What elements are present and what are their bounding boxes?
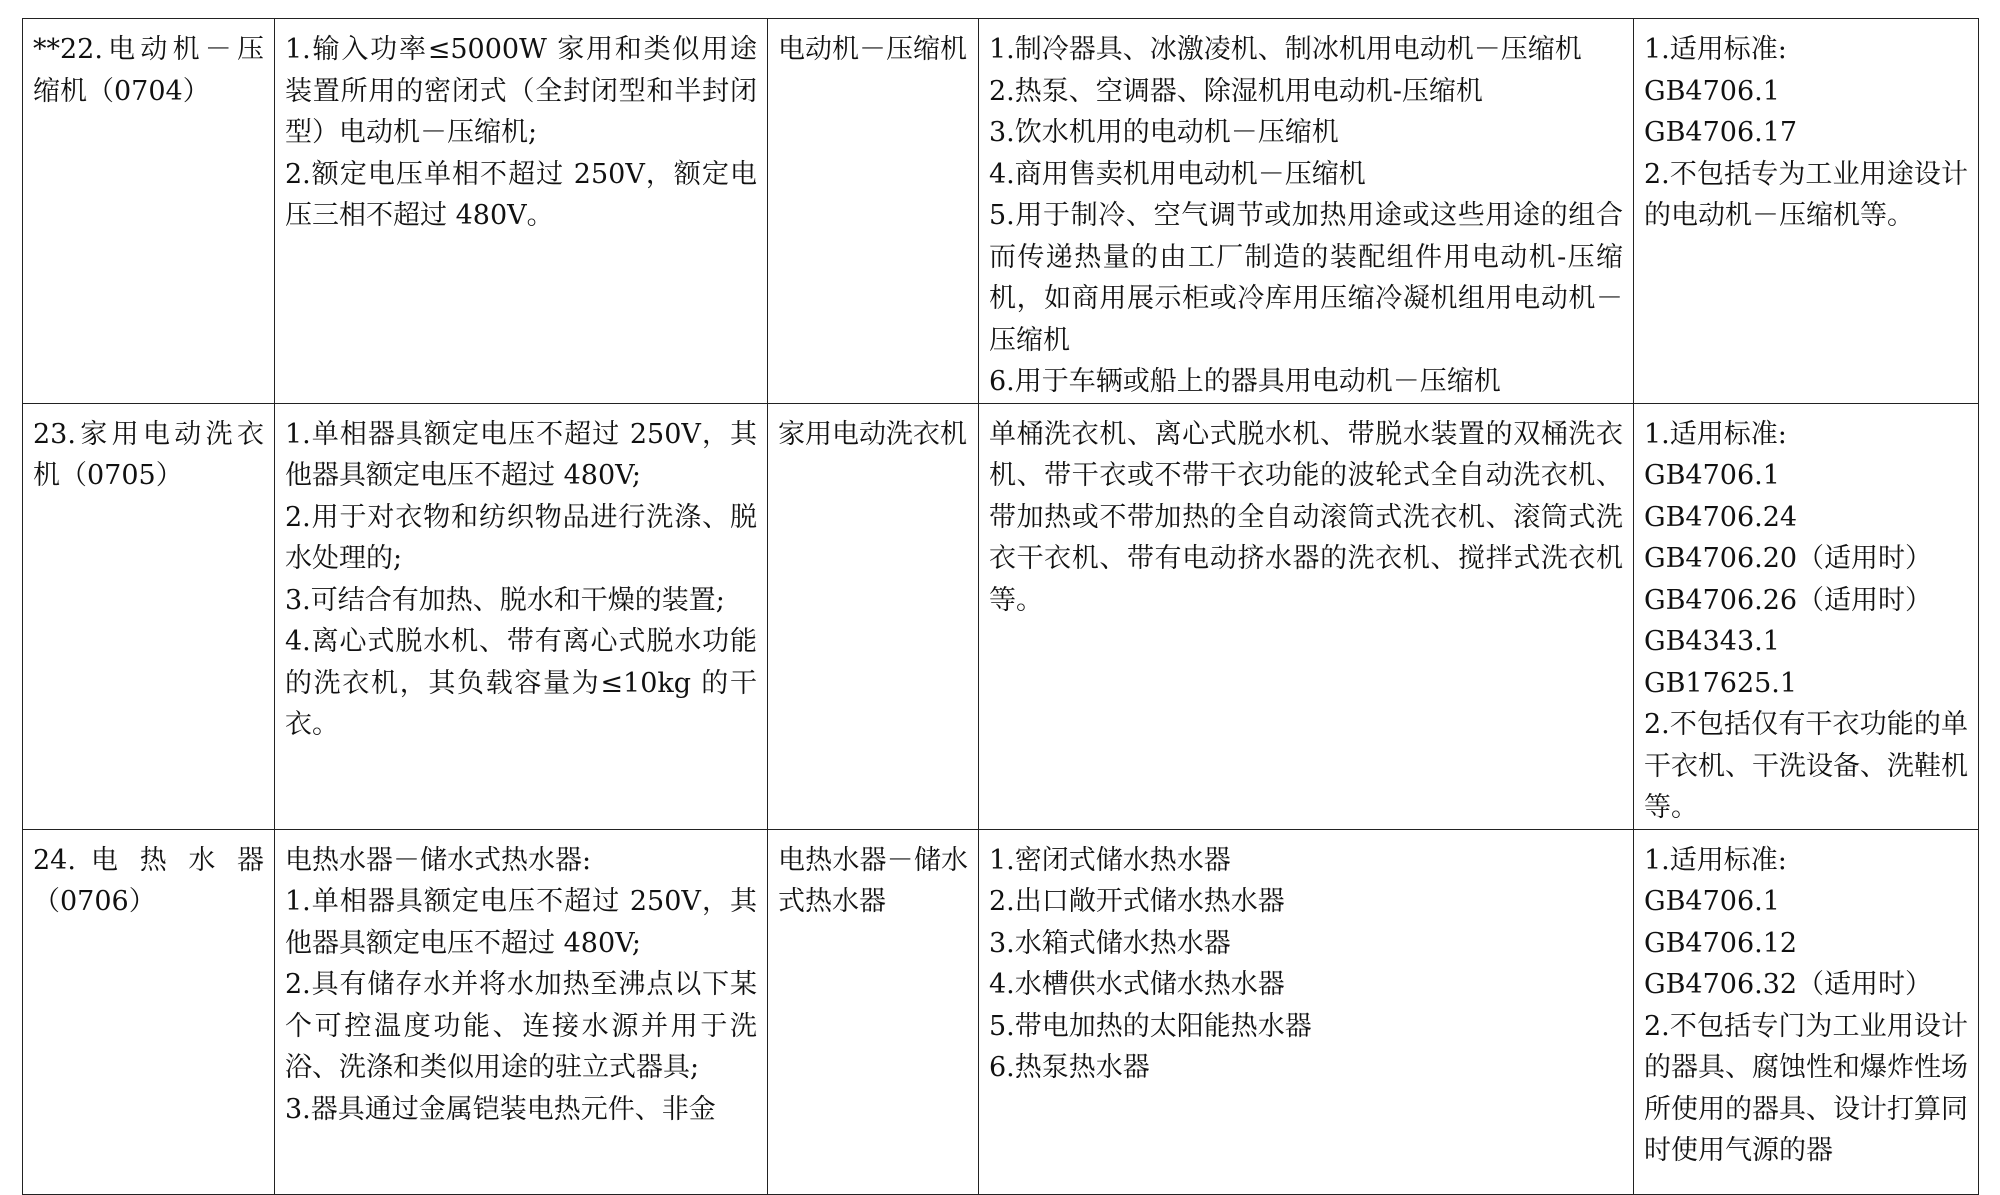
remarks-cell (1634, 19, 1979, 404)
scope-line: 1.单相器具额定电压不超过 250V，其他器具额定电压不超过 480V; (285, 886, 757, 959)
example-line: 3.水箱式储水热水器 (989, 927, 1231, 959)
remark-line: 2.不包括专为工业用途设计的电动机－压缩机等。 (1644, 158, 1968, 231)
example-line: 5.用于制冷、空气调节或加热用途或这些用途的组合而传递热量的由工厂制造的装配组件用电动机-压缩机，如商用展示柜或冷库用压缩冷凝机组用电动机－压缩机 (989, 200, 1623, 356)
example-line: 6.用于车辆或船上的器具用电动机－压缩机 (989, 366, 1501, 397)
scope-cell (275, 829, 768, 1194)
scope-cell (275, 403, 768, 829)
table-row (23, 403, 1979, 829)
scope-line: 4.离心式脱水机、带有离心式脱水功能的洗衣机，其负载容量为≤10kg 的干衣。 (285, 626, 757, 740)
category-name-cell (23, 403, 275, 829)
product-name-cell (768, 19, 979, 404)
remark-line: 2.不包括仅有干衣功能的单干衣机、干洗设备、洗鞋机等。 (1644, 709, 1968, 823)
example-line: 5.带电加热的太阳能热水器 (989, 1010, 1312, 1042)
example-line: 1.密闭式储水热水器 (989, 844, 1231, 876)
remark-line: GB4706.1 (1644, 75, 1780, 107)
example-line: 4.水槽供水式储水热水器 (989, 969, 1285, 1000)
examples-cell (979, 829, 1634, 1194)
product-category-table (22, 18, 1979, 1195)
scope-cell (275, 19, 768, 404)
scope-line: 2.具有储存水并将水加热至沸点以下某个可控温度功能、连接水源并用于洗浴、洗涤和类似用途的驻立式器具; (285, 969, 757, 1083)
remark-line: GB4706.20（适用时） (1644, 543, 1933, 574)
remark-line: GB4706.24 (1644, 501, 1798, 533)
example-line: 3.饮水机用的电动机－压缩机 (989, 117, 1339, 148)
remark-line: 1.适用标准: (1644, 34, 1787, 65)
remark-line: GB4706.1 (1644, 460, 1780, 491)
examples-cell (979, 19, 1634, 404)
example-line: 6.热泵热水器 (989, 1052, 1150, 1083)
category-name: 23.家用电动洗衣机（0705） (33, 418, 264, 491)
table-row (23, 19, 1979, 404)
remarks-cell (1634, 829, 1979, 1194)
remark-line: GB4706.17 (1644, 117, 1798, 148)
category-name: 24. 电 热 水 器（0706） (33, 844, 264, 917)
remark-line: 1.适用标准: (1644, 418, 1787, 450)
scope-line: 电热水器－储水式热水器: (285, 844, 592, 876)
remark-line: GB4706.32（适用时） (1644, 969, 1933, 1000)
remark-line: GB4706.1 (1644, 886, 1780, 917)
table-row (23, 829, 1979, 1194)
product-name-cell (768, 403, 979, 829)
remark-line: 2.不包括专门为工业用设计的器具、腐蚀性和爆炸性场所使用的器具、设计打算同时使用气源的器 (1644, 1010, 1968, 1166)
example-line: 2.热泵、空调器、除湿机用电动机-压缩机 (989, 75, 1483, 107)
scope-line: 1.单相器具额定电压不超过 250V，其他器具额定电压不超过 480V; (285, 418, 757, 491)
remark-line: GB17625.1 (1644, 667, 1798, 699)
product-name-cell (768, 829, 979, 1194)
category-name-cell (23, 19, 275, 404)
scope-line: 1.输入功率≤5000W 家用和类似用途装置所用的密闭式（全封闭型和半封闭型）电动机－压缩机; (285, 34, 757, 148)
product-name: 电热水器－储水式热水器 (778, 844, 968, 917)
example-line: 1.制冷器具、冰激凌机、制冰机用电动机－压缩机 (989, 34, 1582, 65)
scope-line: 2.用于对衣物和纺织物品进行洗涤、脱水处理的; (285, 501, 757, 574)
category-name: **22.电动机－压缩机（0704） (33, 34, 264, 107)
examples-cell (979, 403, 1634, 829)
example-line: 4.商用售卖机用电动机－压缩机 (989, 158, 1366, 190)
scope-line: 2.额定电压单相不超过 250V，额定电压三相不超过 480V。 (285, 158, 757, 231)
category-name-cell (23, 829, 275, 1194)
remarks-cell (1634, 403, 1979, 829)
example-line: 单桶洗衣机、离心式脱水机、带脱水装置的双桶洗衣机、带干衣或不带干衣功能的波轮式全自动洗衣机、带加热或不带加热的全自动滚筒式洗衣机、滚筒式洗衣干衣机、带有电动挤水器的洗衣机、搅拌式洗衣机等。 (989, 418, 1623, 616)
document-page (22, 18, 1978, 1166)
remark-line: GB4706.26（适用时） (1644, 584, 1933, 616)
product-name: 家用电动洗衣机 (778, 418, 967, 450)
remark-line: 1.适用标准: (1644, 844, 1787, 876)
scope-line: 3.器具通过金属铠装电热元件、非金 (285, 1093, 716, 1125)
remark-line: GB4343.1 (1644, 626, 1780, 657)
example-line: 2.出口敞开式储水热水器 (989, 886, 1285, 917)
remark-line: GB4706.12 (1644, 927, 1798, 959)
product-name: 电动机－压缩机 (778, 34, 967, 65)
scope-line: 3.可结合有加热、脱水和干燥的装置; (285, 584, 725, 616)
